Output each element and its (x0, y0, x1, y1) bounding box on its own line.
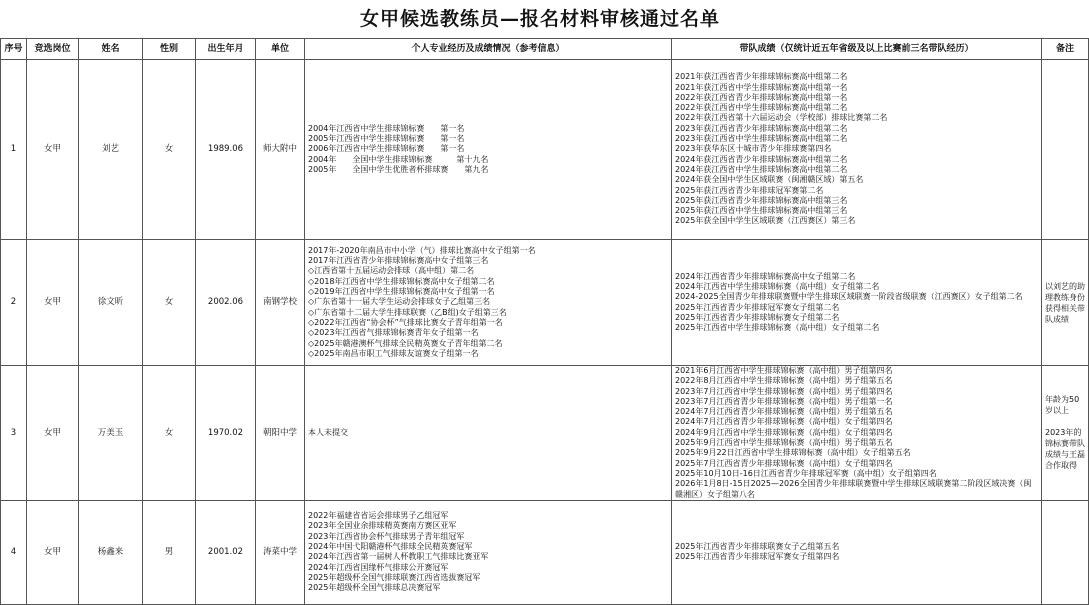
cell-birth: 2002.06 (196, 240, 256, 366)
cell-results: 2025年江西省青少年排球联赛女子乙组第五名 2025年江西省青少年排球冠军赛女子组第四名 (672, 500, 1042, 604)
cell-name: 万美玉 (79, 366, 143, 501)
cell-seq: 1 (1, 60, 27, 240)
page-title: 女甲候选教练员—报名材料审核通过名单 (359, 8, 720, 30)
header-seq: 序号 (1, 39, 27, 60)
table-row (1, 500, 1089, 604)
cell-post: 女甲 (27, 366, 79, 501)
header-name: 姓名 (79, 39, 143, 60)
cell-experience: 2004年江西省中学生排球锦标赛 第一名 2005年江西省中学生排球锦标赛 第一名 2006年江西省中学生排球锦标赛 第一名 2004年 全国中学生排球锦标赛 第十九名 2005年 全国中学生优胜者杯排球赛 第九名 (305, 60, 672, 240)
cell-unit: 师大附中 (256, 60, 305, 240)
cell-experience: 2017年-2020年南昌市中小学（气）排球比赛高中女子组第一名 2017年江西省青少年排球锦标赛高中女子组第三名 ◇江西省第十五届运动会排球（高中组）第二名 ◇2018年江西省中学生排球锦标赛高中女子组第二名 ◇2019年江西省中学生排球锦标赛高中女子组第一名 ◇广东省第十一届大学生运动会排球女子乙组第三名 ◇广东省第十二届大学生排球联赛（乙B组)女子组第三名 ◇2022年江西省“协会杯”气排球比赛女子青年组第一名 ◇2023年江西省气排球锦标赛青年女子组第一名 ◇2025年赣港澳杯气排球全民精英赛女子青年组第二名 ◇2025年南昌市职工气排球友谊赛女子组第一名 (305, 240, 672, 366)
cell-experience: 2022年福建省省运会排球男子乙组冠军 2023年全国业余排球精英赛南方赛区亚军 2023年江西省协会杯气排球男子青年组冠军 2024年中国弋阳赣港杯气排球全民精英赛冠军 2024年江西省第一届树人杯教职工气排球比赛亚军 2024年江西省国缘杯气排球公开赛冠军 2025年超级杯全国气排球联赛江西省选拔赛冠军 2025年超级杯全国气排球总决赛冠军 (305, 500, 672, 604)
cell-results: 2021年6月江西省中学生排球锦标赛（高中组）男子组第四名 2022年8月江西省中学生排球锦标赛（高中组）男子组第五名 2023年7月江西省中学生排球锦标赛（高中组）男子组第四名 2023年7月江西省青少年排球锦标赛（高中组）男子组第一名 2024年7月江西省青少年排球锦标赛（高中组）男子组第五名 2024年7月江西省青少年排球锦标赛（高中组）女子组第四名 2024年9月江西省中学生排球锦标赛（高中组）女子组第四名 2025年9月江西省中学生排球锦标赛（高中组）男子组第五名 2025年9月22日江西省中学生排球锦标赛（高中组）女子组第五名 2025年7月江西省青少年排球锦标赛（高中组）女子组第四名 2025年10月10日-16日江西省青少年排球冠军赛（高中组）女子组第四名 2026年1月8日-15日2025—2026全国青少年排球联赛暨中学生排球区域联赛第二阶段区域决赛（闽赣湘区）女子组第八名 (672, 366, 1042, 501)
cell-post: 女甲 (27, 500, 79, 604)
cell-birth: 1970.02 (196, 366, 256, 501)
cell-seq: 4 (1, 500, 27, 604)
table-row (1, 60, 1089, 240)
cell-remark: 以刘艺的助理教练身份获得相关带队成绩 (1042, 240, 1089, 366)
cell-name: 杨鑫来 (79, 500, 143, 604)
cell-gender: 女 (143, 60, 196, 240)
cell-remark (1042, 60, 1089, 240)
header-results: 带队成绩（仅统计近五年省级及以上比赛前三名带队经历） (672, 39, 1042, 60)
cell-remark (1042, 500, 1089, 604)
table-row (1, 366, 1089, 501)
cell-name: 刘艺 (79, 60, 143, 240)
header-unit: 单位 (256, 39, 305, 60)
cell-post: 女甲 (27, 240, 79, 366)
cell-unit: 朝阳中学 (256, 366, 305, 501)
header-post: 竞选岗位 (27, 39, 79, 60)
cell-remark: 年龄为50岁以上 2023年的锦标赛带队成绩与王磊合作取得 (1042, 366, 1089, 501)
header-experience: 个人专业经历及成绩情况（参考信息） (305, 39, 672, 60)
header-gender: 性别 (143, 39, 196, 60)
cell-gender: 女 (143, 240, 196, 366)
cell-unit: 南钢学校 (256, 240, 305, 366)
candidate-table (0, 38, 1089, 605)
header-remark: 备注 (1042, 39, 1089, 60)
table-row (1, 240, 1089, 366)
cell-seq: 2 (1, 240, 27, 366)
header-row (1, 39, 1089, 60)
header-birth: 出生年月 (196, 39, 256, 60)
cell-name: 徐文昕 (79, 240, 143, 366)
cell-seq: 3 (1, 366, 27, 501)
cell-unit: 涛菜中学 (256, 500, 305, 604)
cell-birth: 1989.06 (196, 60, 256, 240)
cell-gender: 女 (143, 366, 196, 501)
cell-birth: 2001.02 (196, 500, 256, 604)
cell-post: 女甲 (27, 60, 79, 240)
cell-experience: 本人未提交 (305, 366, 672, 501)
cell-results: 2021年获江西省青少年排球锦标赛高中组第二名 2021年获江西省中学生排球锦标赛高中组第一名 2022年获江西省青少年排球锦标赛高中组第一名 2022年获江西省中学生排球锦标赛高中组第二名 2022年获江西省第十六届运动会（学校部）排球比赛第二名 2023年获江西省青少年排球锦标赛高中组第二名 2023年获江西省中学生排球锦标赛高中组第二名 2023年获华东区十城市青少年排球赛第四名 2024年获江西省青少年排球锦标赛高中组第二名 2024年获江西省中学生排球锦标赛高中组第二名 2024年获全国中学生区域联赛（闽湘赣区域）第五名 2025年获江西省青少年排球冠军赛第二名 2025年获江西省青少年排球锦标赛高中组第三名 2025年获江西省中学生排球锦标赛高中组第三名 2025年获全国中学生区域联赛（江西赛区）第三名 (672, 60, 1042, 240)
cell-gender: 男 (143, 500, 196, 604)
cell-results: 2024年江西省青少年排球锦标赛高中女子组第二名 2024年江西省中学生排球锦标赛（高中组）女子组第二名 2024-2025全国青少年排球联赛暨中学生排球区域联赛一阶段省级联赛（江西赛区）女子组第二名 2025年江西省青少年排球冠军赛女子组第二名 2025年江西省青少年排球锦标赛女子组第二名 2025年江西省中学生排球锦标赛（高中组）女子组第二名 (672, 240, 1042, 366)
